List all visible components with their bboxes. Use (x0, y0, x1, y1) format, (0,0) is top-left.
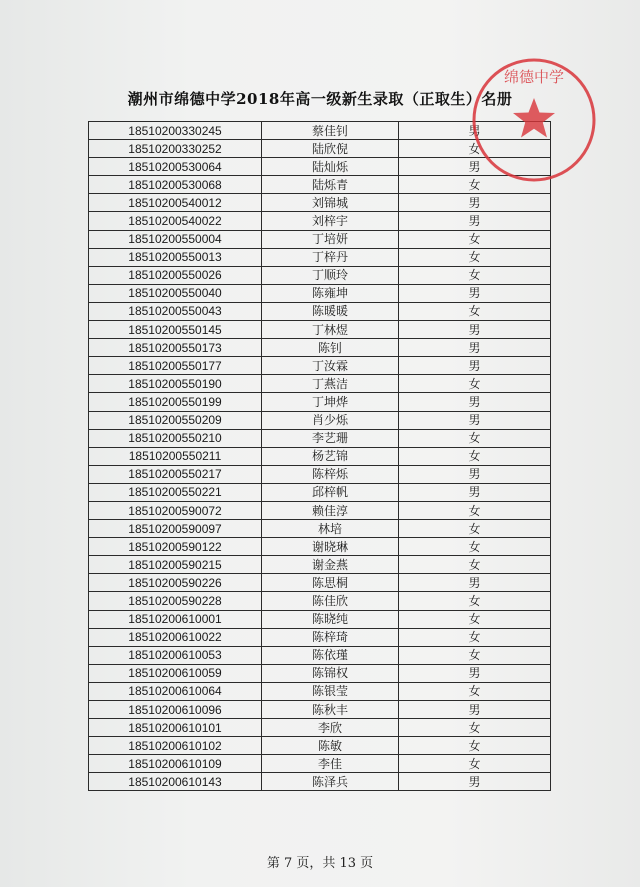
student-id-cell: 18510200530064 (89, 158, 262, 176)
student-gender-cell: 女 (399, 646, 551, 664)
student-gender-cell: 男 (399, 194, 551, 212)
admission-roster-table (88, 121, 551, 791)
student-name-cell: 谢晓琳 (262, 538, 399, 556)
student-gender-cell: 女 (399, 230, 551, 248)
student-name-cell: 陈梓琦 (262, 628, 399, 646)
student-name-cell: 林培 (262, 520, 399, 538)
student-name-cell: 陈钊 (262, 339, 399, 357)
table-row (89, 520, 551, 538)
student-gender-cell: 男 (399, 357, 551, 375)
seal-star-icon (513, 98, 555, 138)
student-id-cell: 18510200550004 (89, 230, 262, 248)
student-name-cell: 陆欣倪 (262, 140, 399, 158)
student-id-cell: 18510200590215 (89, 556, 262, 574)
student-name-cell: 蔡佳钊 (262, 122, 399, 140)
document-title: 潮州市绵德中学2018年高一级新生录取（正取生）名册 (127, 90, 513, 108)
student-id-cell: 18510200590228 (89, 592, 262, 610)
student-id-cell: 18510200550190 (89, 375, 262, 393)
table-row (89, 266, 551, 284)
table-row (89, 719, 551, 737)
table-row (89, 447, 551, 465)
student-gender-cell: 男 (399, 483, 551, 501)
table-row (89, 465, 551, 483)
student-id-cell: 18510200550040 (89, 284, 262, 302)
table-row (89, 556, 551, 574)
student-name-cell: 丁培妍 (262, 230, 399, 248)
student-gender-cell: 男 (399, 339, 551, 357)
student-id-cell: 18510200550209 (89, 411, 262, 429)
student-name-cell: 陆灿烁 (262, 158, 399, 176)
student-id-cell: 18510200610001 (89, 610, 262, 628)
student-name-cell: 丁坤烨 (262, 393, 399, 411)
student-gender-cell: 女 (399, 538, 551, 556)
student-id-cell: 18510200610059 (89, 664, 262, 682)
student-gender-cell: 女 (399, 501, 551, 519)
student-name-cell: 丁燕洁 (262, 375, 399, 393)
student-gender-cell: 男 (399, 701, 551, 719)
student-gender-cell: 女 (399, 737, 551, 755)
student-gender-cell: 男 (399, 465, 551, 483)
student-id-cell: 18510200550043 (89, 302, 262, 320)
student-gender-cell: 男 (399, 122, 551, 140)
student-gender-cell: 女 (399, 556, 551, 574)
student-id-cell: 18510200550221 (89, 483, 262, 501)
student-id-cell: 18510200590122 (89, 538, 262, 556)
student-id-cell: 18510200550210 (89, 429, 262, 447)
table-row (89, 646, 551, 664)
table-row (89, 773, 551, 791)
table-row (89, 628, 551, 646)
student-id-cell: 18510200550013 (89, 248, 262, 266)
student-gender-cell: 女 (399, 375, 551, 393)
table-row (89, 375, 551, 393)
student-name-cell: 刘锦城 (262, 194, 399, 212)
school-seal-stamp (468, 54, 600, 186)
table-row (89, 411, 551, 429)
student-id-cell: 18510200550026 (89, 266, 262, 284)
student-id-cell: 18510200530068 (89, 176, 262, 194)
student-gender-cell: 男 (399, 773, 551, 791)
table-row (89, 682, 551, 700)
student-id-cell: 18510200550173 (89, 339, 262, 357)
student-id-cell: 18510200590097 (89, 520, 262, 538)
table-row (89, 592, 551, 610)
student-name-cell: 丁梓丹 (262, 248, 399, 266)
student-id-cell: 18510200550199 (89, 393, 262, 411)
table-row (89, 574, 551, 592)
student-name-cell: 陈银莹 (262, 682, 399, 700)
table-row (89, 230, 551, 248)
student-id-cell: 18510200540012 (89, 194, 262, 212)
student-name-cell: 陈秋丰 (262, 701, 399, 719)
student-id-cell: 18510200610109 (89, 755, 262, 773)
student-name-cell: 陈暖暖 (262, 302, 399, 320)
table-row (89, 284, 551, 302)
student-id-cell: 18510200540022 (89, 212, 262, 230)
student-name-cell: 陈锦权 (262, 664, 399, 682)
student-name-cell: 陈依瑾 (262, 646, 399, 664)
student-gender-cell: 女 (399, 610, 551, 628)
student-gender-cell: 女 (399, 628, 551, 646)
student-id-cell: 18510200610053 (89, 646, 262, 664)
student-name-cell: 肖少烁 (262, 411, 399, 429)
student-id-cell: 18510200610143 (89, 773, 262, 791)
student-gender-cell: 女 (399, 447, 551, 465)
student-name-cell: 杨艺锦 (262, 447, 399, 465)
student-name-cell: 刘梓宇 (262, 212, 399, 230)
student-name-cell: 丁林煜 (262, 321, 399, 339)
table-row (89, 429, 551, 447)
student-gender-cell: 男 (399, 212, 551, 230)
student-id-cell: 18510200550177 (89, 357, 262, 375)
student-name-cell: 陈晓纯 (262, 610, 399, 628)
student-id-cell: 18510200550211 (89, 447, 262, 465)
student-name-cell: 陈梓烁 (262, 465, 399, 483)
table-row (89, 501, 551, 519)
student-id-cell: 18510200610022 (89, 628, 262, 646)
student-gender-cell: 女 (399, 719, 551, 737)
student-id-cell: 18510200610102 (89, 737, 262, 755)
table-row (89, 538, 551, 556)
student-name-cell: 丁汝霖 (262, 357, 399, 375)
student-gender-cell: 女 (399, 520, 551, 538)
student-name-cell: 陈雍坤 (262, 284, 399, 302)
student-gender-cell: 男 (399, 284, 551, 302)
table-row (89, 321, 551, 339)
student-id-cell: 18510200610096 (89, 701, 262, 719)
student-gender-cell: 女 (399, 248, 551, 266)
student-gender-cell: 女 (399, 755, 551, 773)
student-gender-cell: 男 (399, 574, 551, 592)
table-row (89, 302, 551, 320)
student-gender-cell: 男 (399, 664, 551, 682)
student-id-cell: 18510200330245 (89, 122, 262, 140)
student-name-cell: 李艺珊 (262, 429, 399, 447)
student-name-cell: 谢金燕 (262, 556, 399, 574)
student-id-cell: 18510200610064 (89, 682, 262, 700)
seal-text: 绵德中学 (503, 68, 565, 86)
student-name-cell: 陆烁青 (262, 176, 399, 194)
table-row (89, 212, 551, 230)
student-name-cell: 李欣 (262, 719, 399, 737)
student-id-cell: 18510200610101 (89, 719, 262, 737)
table-row (89, 610, 551, 628)
student-gender-cell: 女 (399, 429, 551, 447)
student-id-cell: 18510200590072 (89, 501, 262, 519)
table-row (89, 393, 551, 411)
student-gender-cell: 男 (399, 321, 551, 339)
student-id-cell: 18510200550217 (89, 465, 262, 483)
student-name-cell: 李佳 (262, 755, 399, 773)
student-gender-cell: 男 (399, 411, 551, 429)
table-row (89, 737, 551, 755)
student-id-cell: 18510200590226 (89, 574, 262, 592)
student-gender-cell: 女 (399, 266, 551, 284)
roster-body (89, 122, 551, 791)
student-name-cell: 陈佳欣 (262, 592, 399, 610)
student-gender-cell: 女 (399, 140, 551, 158)
table-row (89, 701, 551, 719)
student-name-cell: 陈思桐 (262, 574, 399, 592)
student-name-cell: 陈敏 (262, 737, 399, 755)
page-footer: 第 7 页，共 13 页 (266, 856, 374, 871)
table-row (89, 483, 551, 501)
student-name-cell: 丁顺玲 (262, 266, 399, 284)
table-row (89, 357, 551, 375)
student-id-cell: 18510200550145 (89, 321, 262, 339)
student-gender-cell: 女 (399, 302, 551, 320)
table-row (89, 755, 551, 773)
student-gender-cell: 男 (399, 158, 551, 176)
student-gender-cell: 女 (399, 682, 551, 700)
student-name-cell: 赖佳淳 (262, 501, 399, 519)
table-row (89, 248, 551, 266)
table-row (89, 664, 551, 682)
student-name-cell: 邱梓帆 (262, 483, 399, 501)
table-row (89, 339, 551, 357)
student-id-cell: 18510200330252 (89, 140, 262, 158)
student-gender-cell: 男 (399, 393, 551, 411)
student-name-cell: 陈泽兵 (262, 773, 399, 791)
student-gender-cell: 女 (399, 592, 551, 610)
student-gender-cell: 女 (399, 176, 551, 194)
table-row (89, 194, 551, 212)
